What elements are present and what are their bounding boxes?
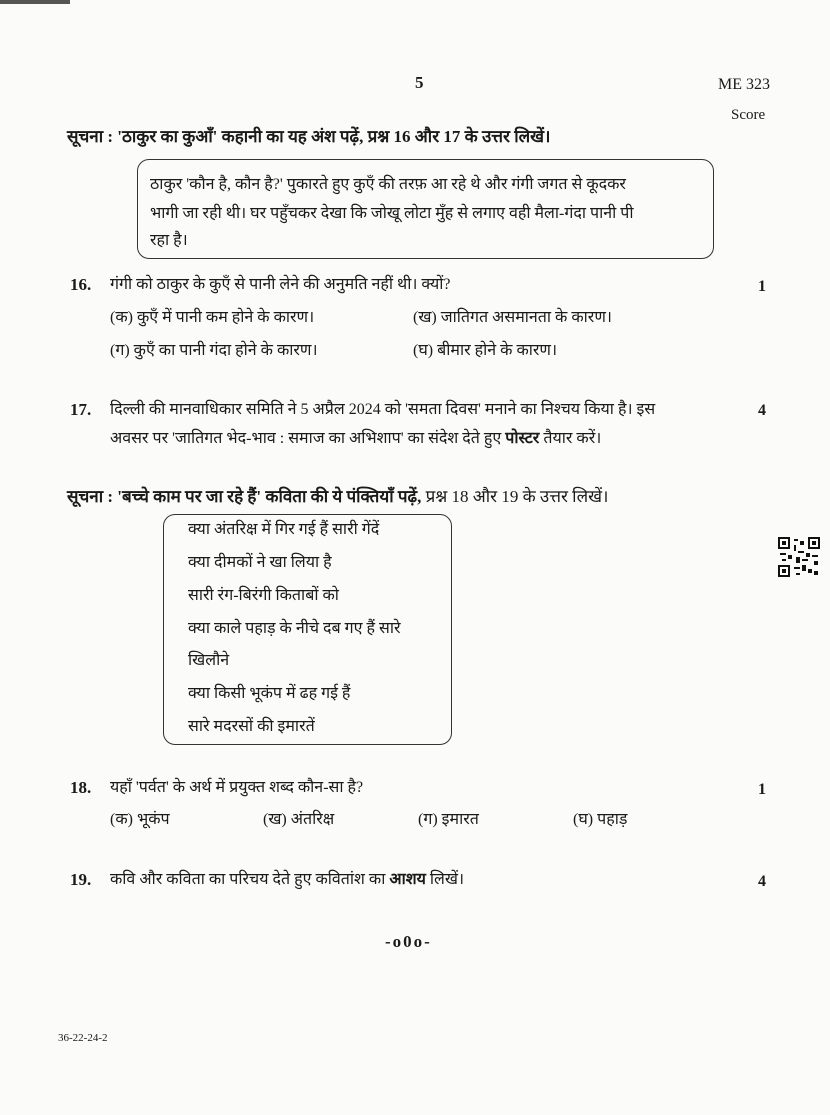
poem-line: क्या दीमकों ने खा लिया है [188, 554, 332, 571]
bold-text: पोस्टर [505, 430, 540, 447]
passage-line: ठाकुर 'कौन है, कौन है?' पुकारते हुए कुएँ की तरफ़ आ रहे थे और गंगी जगत से कूदकर [150, 176, 626, 193]
poem-line: सारे मदरसों की इमारतें [188, 718, 315, 735]
page-number: 5 [415, 73, 424, 92]
text: कवि और कविता का परिचय देते हुए कवितांश का [110, 871, 390, 888]
question-text [110, 869, 464, 891]
text: अवसर पर 'जातिगत भेद-भाव : समाज का अभिशाप' का संदेश देते हुए [110, 430, 506, 447]
question-number: 18. [70, 778, 92, 797]
poem-line: खिलौने [188, 652, 230, 669]
end-mark: -o0o- [385, 932, 432, 951]
score-label: Score [731, 107, 766, 123]
text: प्रश्न 18 और 19 के उत्तर लिखें। [425, 487, 609, 506]
scan-artifact [0, 0, 70, 4]
option-kha: (ख) अंतरिक्ष [263, 811, 335, 828]
option-ka: (क) कुएँ में पानी कम होने के कारण। [110, 309, 315, 326]
passage-box [137, 159, 714, 259]
question-text: दिल्ली की मानवाधिकार समिति ने 5 अप्रैल 2024 को 'समता दिवस' मनाने का निश्चय किया है। इस [110, 401, 656, 418]
passage-line: भागी जा रही थी। घर पहुँचकर देखा कि जोखू लोटा मुँह से लगाए वही मैला-गंदा पानी पी [150, 205, 634, 222]
question-text: गंगी को ठाकुर के कुएँ से पानी लेने की अनुमति नहीं थी। क्यों? [110, 276, 451, 293]
question-marks: 4 [758, 402, 766, 419]
poem-line: क्या अंतरिक्ष में गिर गई हैं सारी गेंदें [188, 521, 380, 538]
qr-code-icon [778, 537, 820, 577]
text: सूचना : 'बच्चे काम पर जा रहे हैं' कविता की ये पंक्तियाँ पढ़ें, [67, 487, 426, 506]
paper-code: ME 323 [718, 76, 770, 93]
poem-line: क्या काले पहाड़ के नीचे दब गए हैं सारे [188, 620, 401, 637]
question-number: 16. [70, 275, 92, 294]
passage-line: रहा है। [150, 232, 188, 249]
question-number: 17. [70, 400, 92, 419]
footer-code: 36-22-24-2 [58, 1032, 108, 1044]
option-kha: (ख) जातिगत असमानता के कारण। [413, 309, 612, 326]
bold-text: आशय [389, 871, 426, 888]
poem-line: क्या किसी भूकंप में ढह गई हैं [188, 685, 351, 702]
text: तैयार करें। [539, 430, 602, 447]
poem-line: सारी रंग-बिरंगी किताबों को [188, 587, 339, 604]
text: लिखें। [425, 871, 465, 888]
question-text: यहाँ 'पर्वत' के अर्थ में प्रयुक्त शब्द कौन-सा है? [110, 779, 364, 796]
instruction-2 [67, 486, 608, 508]
question-marks: 4 [758, 873, 766, 890]
option-ga: (ग) कुएँ का पानी गंदा होने के कारण। [110, 342, 318, 359]
question-text-line2 [110, 428, 601, 450]
option-gha: (घ) बीमार होने के कारण। [413, 342, 558, 359]
instruction-1: सूचना : 'ठाकुर का कुआँ' कहानी का यह अंश पढ़ें, प्रश्न 16 और 17 के उत्तर लिखें। [67, 127, 551, 146]
question-marks: 1 [758, 278, 766, 295]
question-number: 19. [70, 870, 92, 889]
option-gha: (घ) पहाड़ [573, 811, 628, 828]
poem-box [163, 514, 452, 745]
option-ka: (क) भूकंप [110, 811, 170, 828]
option-ga: (ग) इमारत [418, 811, 479, 828]
question-marks: 1 [758, 781, 766, 798]
